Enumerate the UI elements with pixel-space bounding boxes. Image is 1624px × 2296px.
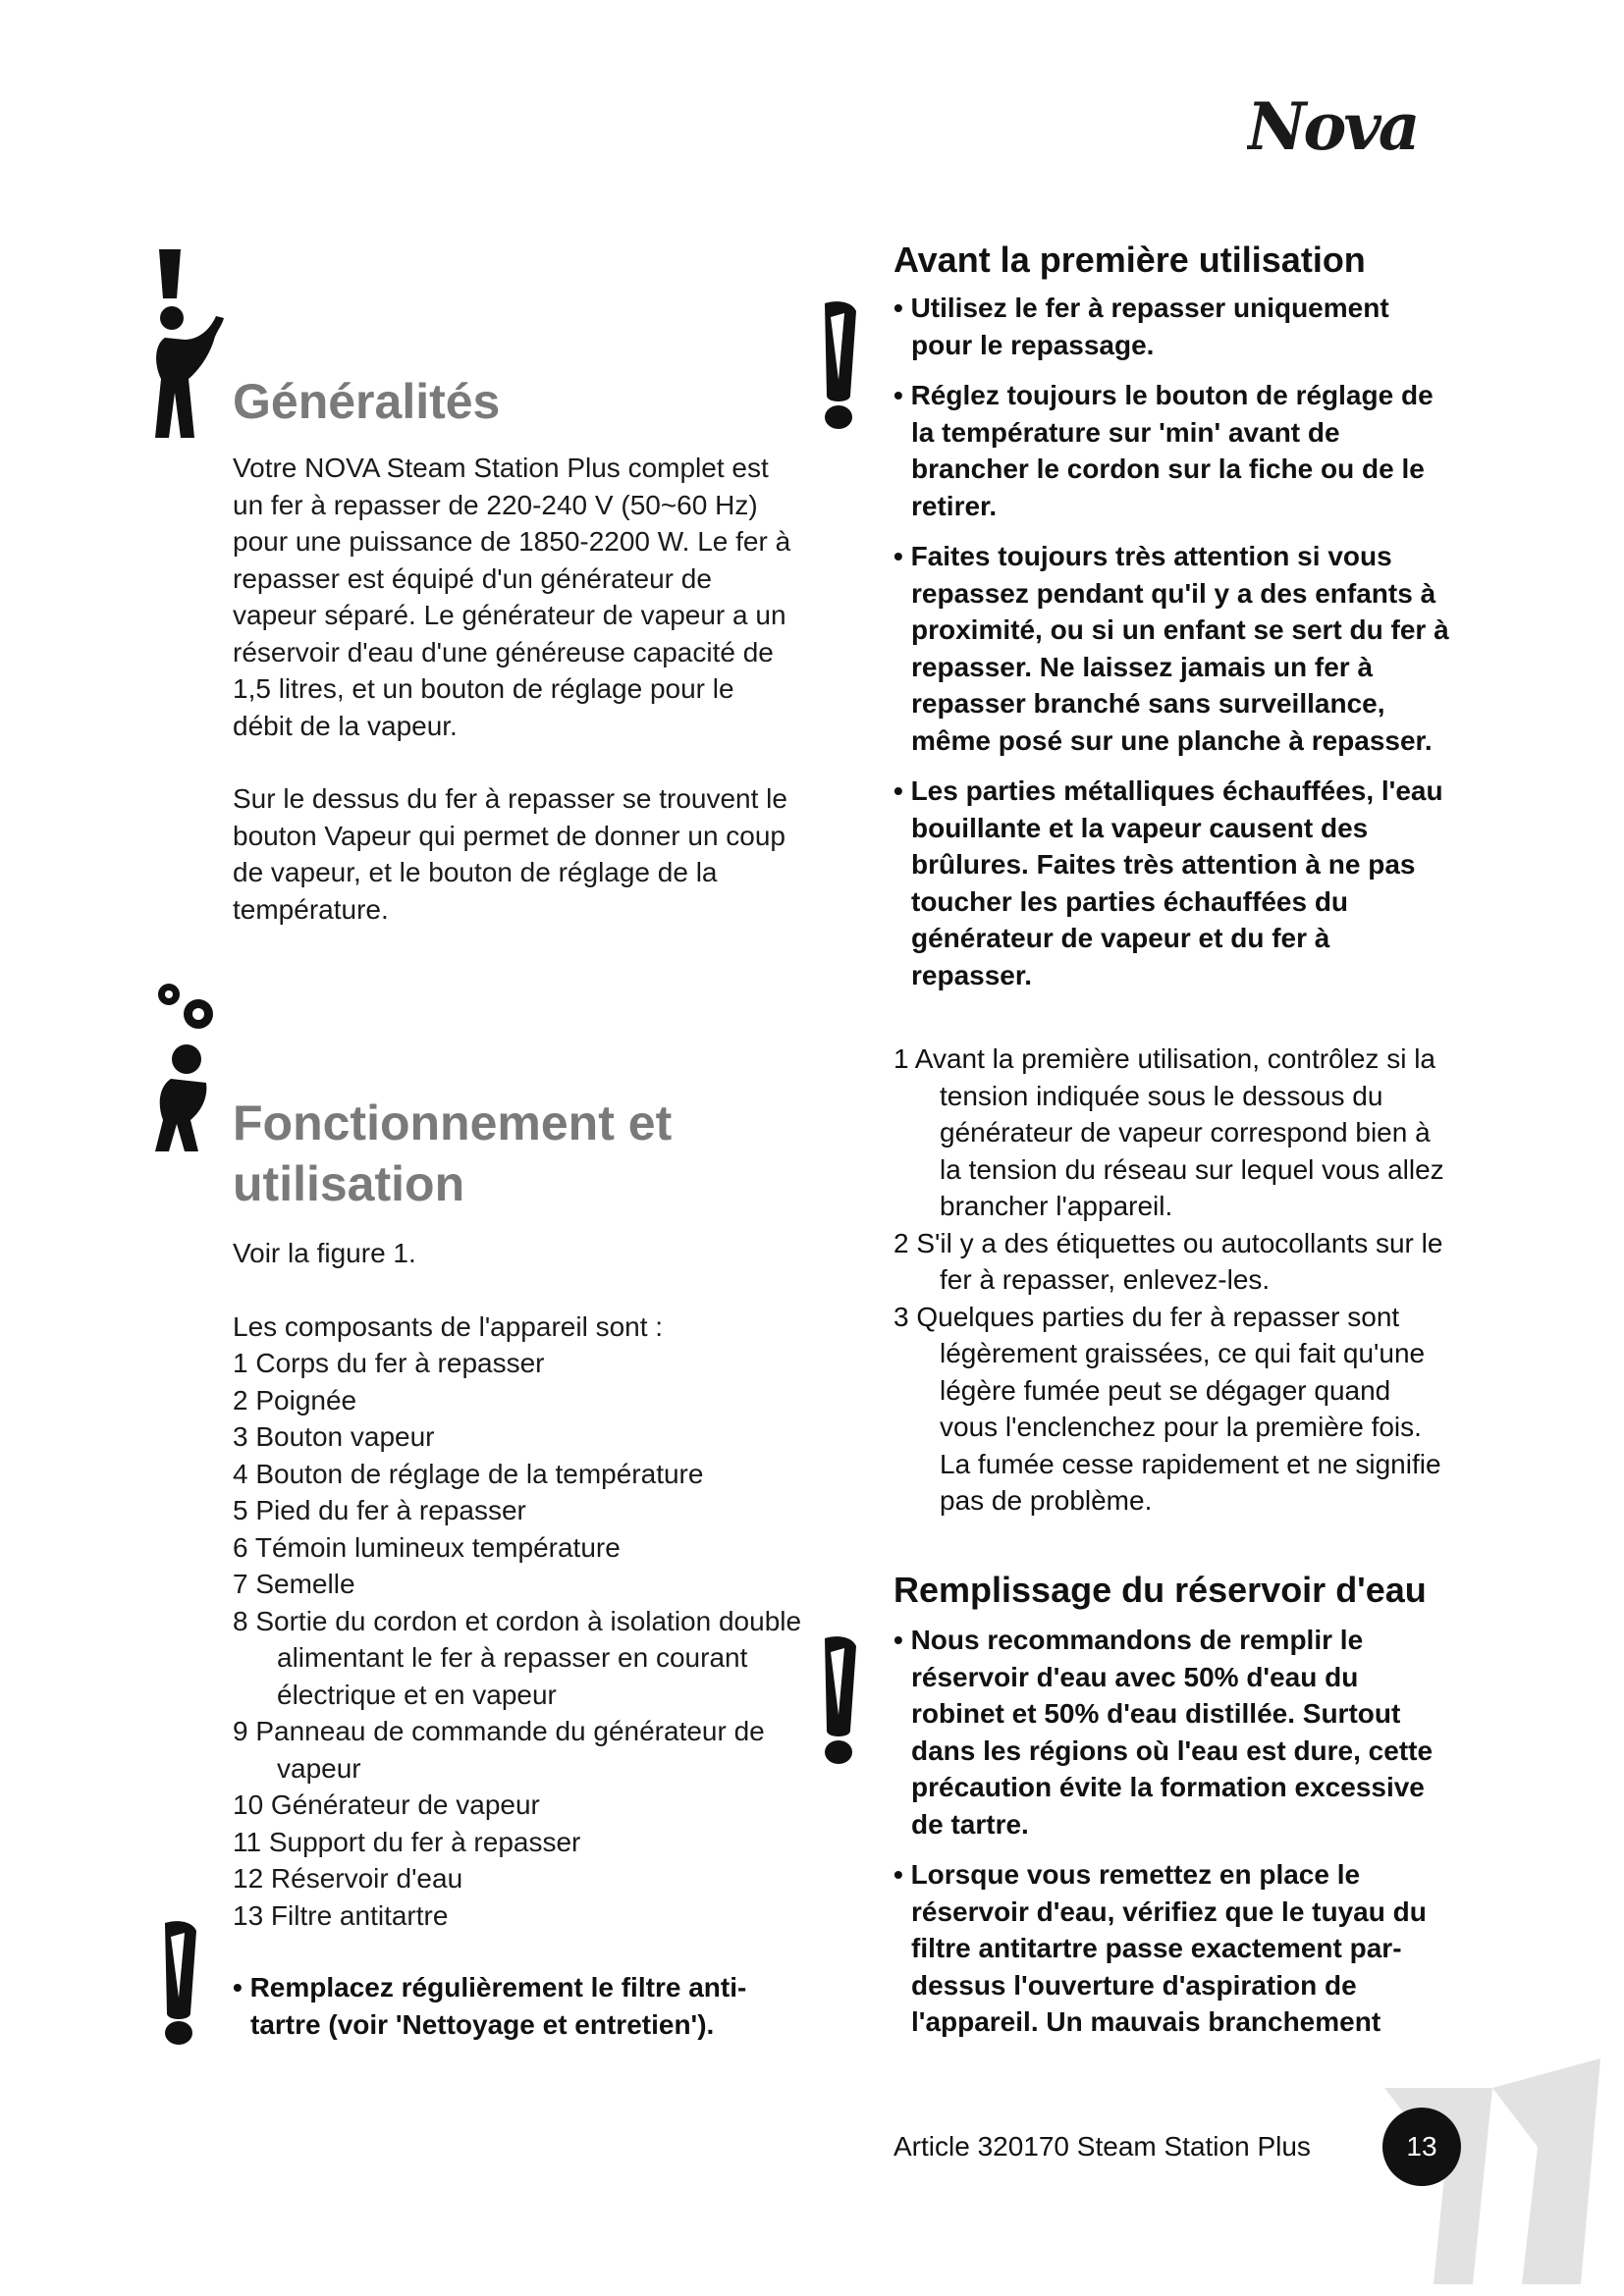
list-item: 1 Corps du fer à repasser bbox=[233, 1348, 545, 1378]
page-number: 13 bbox=[1382, 2108, 1461, 2186]
list-item: 12 Réservoir d'eau bbox=[233, 1863, 463, 1894]
list-item: 8 Sortie du cordon et cordon à isolation double alimentant le fer à repasser en courant électrique et en vapeur bbox=[233, 1605, 802, 1710]
section-title-avant: Avant la première utilisation bbox=[893, 240, 1366, 280]
list-item: 9 Panneau de commande du générateur de vapeur bbox=[233, 1716, 765, 1784]
list-item: 5 Pied du fer à repasser bbox=[233, 1495, 526, 1525]
info-person-icon bbox=[145, 245, 234, 442]
warning-filter-hose: • Lorsque vous remettez en place le réservoir d'eau, vérifiez que le tuyau du filtre antitartre passe exactement par-dessus l'ouverture d'aspiration de l'appareil. Un mauvais branchement bbox=[893, 1859, 1427, 2037]
svg-text:Nova: Nova bbox=[1247, 94, 1418, 163]
components-list bbox=[233, 1345, 802, 1934]
list-item: 13 Filtre antitartre bbox=[233, 1899, 449, 1931]
warning-children: • Faites toujours très attention si vous repassez pendant qu'il y a des enfants à proximité, ou si un enfant se sert du fer à repasser. Ne laissez jamais un fer à repasser branché sans surveillance, même posé sur une planche à repasser. bbox=[893, 541, 1449, 756]
filter-warning: • Remplacez régulièrement le filtre anti-tartre (voir 'Nettoyage et entretien'). bbox=[233, 1972, 747, 2040]
steps-list bbox=[893, 1041, 1453, 1520]
list-item: 3 Quelques parties du fer à repasser sont légèrement graissées, ce qui fait qu'une légère fumée peut se dégager quand vous l'enclenchez pour la première fois. La fumée cesse rapidement et ne signifie pas de problème. bbox=[893, 1301, 1441, 1516]
generalites-paragraph-2: Sur le dessus du fer à repasser se trouvent le bouton Vapeur qui permet de donner un coup de vapeur, et le bouton de réglage de la température. bbox=[233, 783, 787, 925]
footer-article: Article 320170 Steam Station Plus bbox=[893, 2131, 1311, 2162]
warning-icon bbox=[817, 299, 861, 432]
warning-usage: • Utilisez le fer à repasser uniquement pour le repassage. bbox=[893, 293, 1389, 360]
warning-temperature: • Réglez toujours le bouton de réglage de la température sur 'min' avant de brancher le cordon sur la fiche ou de le retirer. bbox=[893, 380, 1434, 521]
settings-person-icon bbox=[147, 977, 236, 1153]
section-title-fonctionnement: Fonctionnement et utilisation bbox=[233, 1095, 673, 1211]
warning-icon bbox=[817, 1634, 861, 1767]
nova-logo-graphic bbox=[1247, 94, 1463, 163]
warning-water-mix: • Nous recommandons de remplir le réservoir d'eau avec 50% d'eau du robinet et 50% d'eau distillée. Surtout dans les régions où l'eau est dure, cette précaution évite la formation excessive de tartre. bbox=[893, 1625, 1434, 1840]
warning-burns: • Les parties métalliques échauffées, l'eau bouillante et la vapeur causent des brûlures. Faites très attention à ne pas toucher les parties échauffées du générateur de vapeur et du fer à repasser. bbox=[893, 775, 1443, 990]
list-item: 6 Témoin lumineux température bbox=[233, 1531, 621, 1563]
generalites-paragraph-1: Votre NOVA Steam Station Plus complet est un fer à repasser de 220-240 V (50~60 Hz) pour une puissance de 1850-2200 W. Le fer à repasser est équipé d'un générateur de vapeur séparé. Le générateur de vapeur a un réservoir d'eau d'une généreuse capacité de 1,5 litres, et un bouton de réglage pour le débit de la vapeur. bbox=[233, 453, 791, 741]
nova-logo bbox=[1247, 94, 1463, 163]
list-item: 11 Support du fer à repasser bbox=[233, 1826, 581, 1857]
list-item: 3 Bouton vapeur bbox=[233, 1421, 435, 1452]
list-item: 2 Poignée bbox=[233, 1384, 357, 1415]
list-item: 2 S'il y a des étiquettes ou autocollants sur le fer à repasser, enlevez-les. bbox=[893, 1227, 1443, 1295]
list-item: 10 Générateur de vapeur bbox=[233, 1789, 540, 1820]
components-intro: Les composants de l'appareil sont : bbox=[233, 1310, 664, 1342]
section-title-remplissage: Remplissage du réservoir d'eau bbox=[893, 1570, 1427, 1610]
list-item: 7 Semelle bbox=[233, 1569, 355, 1599]
list-item: 4 Bouton de réglage de la température bbox=[233, 1458, 704, 1489]
see-figure-text: Voir la figure 1. bbox=[233, 1238, 416, 1268]
list-item: 1 Avant la première utilisation, contrôlez si la tension indiquée sous le dessous du générateur de vapeur correspond bien à la tension du réseau sur lequel vous allez brancher l'appareil. bbox=[893, 1043, 1444, 1221]
warning-icon bbox=[157, 1919, 201, 2047]
section-title-generalites: Généralités bbox=[233, 374, 501, 429]
